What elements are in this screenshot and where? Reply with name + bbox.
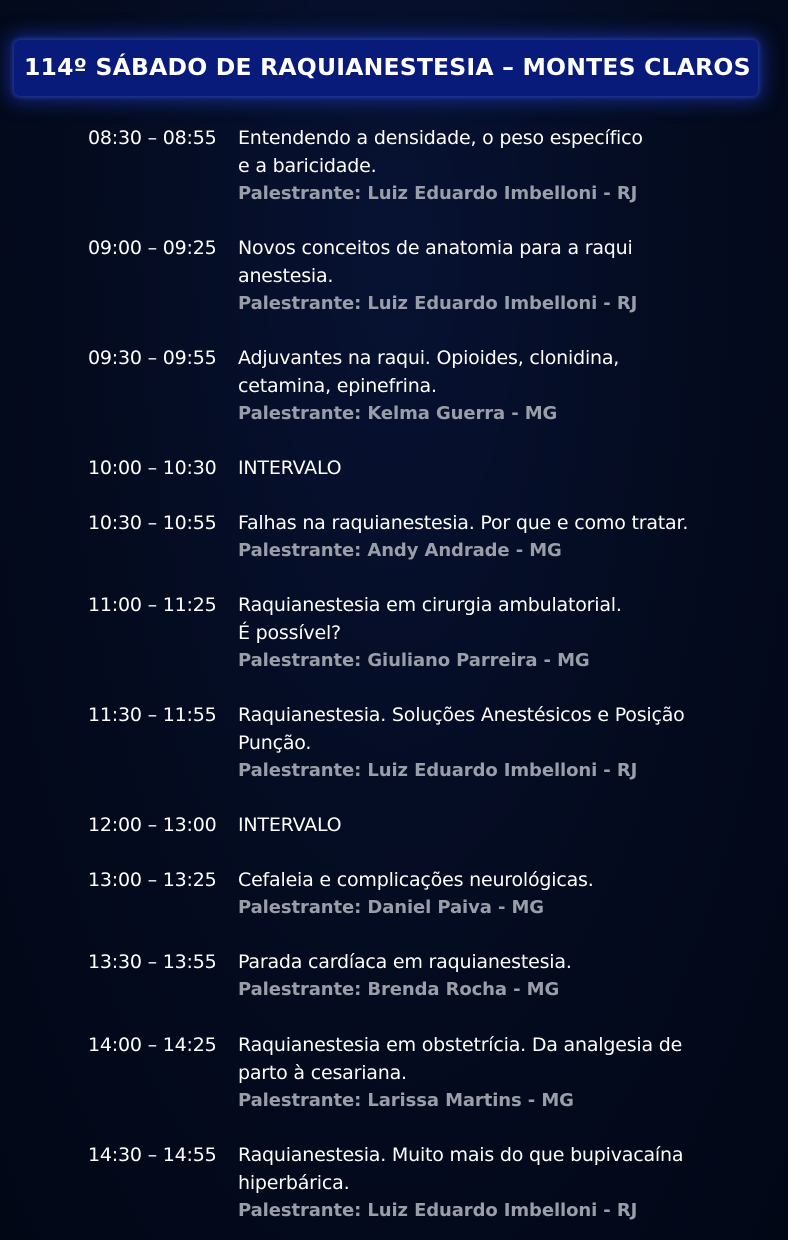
speaker-name: Palestrante: Luiz Eduardo Imbelloni - RJ <box>238 1200 638 1221</box>
time-range: 10:30 – 10:55 <box>88 512 217 534</box>
speaker-name: Palestrante: Larissa Martins - MG <box>238 1090 574 1111</box>
time-range: 13:30 – 13:55 <box>88 951 217 973</box>
topic-line: e a baricidade. <box>238 155 377 177</box>
topic-line: Novos conceitos de anatomia para a raqui <box>238 237 633 259</box>
speaker-name: Palestrante: Luiz Eduardo Imbelloni - RJ <box>238 293 638 314</box>
session-topic <box>238 591 758 647</box>
time-range: 11:30 – 11:55 <box>88 704 217 726</box>
break-label: INTERVALO <box>238 814 342 836</box>
topic-line: hiperbárica. <box>238 1172 350 1194</box>
session-content <box>238 591 758 675</box>
time-range: 09:00 – 09:25 <box>88 237 217 259</box>
speaker-name: Palestrante: Andy Andrade - MG <box>238 540 562 561</box>
topic-line: cetamina, epinefrina. <box>238 375 437 397</box>
session-topic <box>238 1141 758 1197</box>
topic-line: Cefaleia e complicações neurológicas. <box>238 869 594 891</box>
speaker-name: Palestrante: Daniel Paiva - MG <box>238 897 544 918</box>
speaker-name: Palestrante: Kelma Guerra - MG <box>238 403 558 424</box>
topic-line: anestesia. <box>238 265 334 287</box>
session-topic <box>238 234 758 290</box>
speaker-name: Palestrante: Brenda Rocha - MG <box>238 979 560 1000</box>
topic-line: Raquianestesia. Muito mais do que bupivacaína <box>238 1144 684 1166</box>
topic-line: Raquianestesia. Soluções Anestésicos e Posição <box>238 704 685 726</box>
topic-line: Adjuvantes na raqui. Opioides, clonidina, <box>238 347 620 369</box>
session-content <box>238 124 758 208</box>
session-content <box>238 509 758 565</box>
topic-line: Raquianestesia em cirurgia ambulatorial. <box>238 594 622 616</box>
session-topic <box>238 948 758 976</box>
session-topic <box>238 509 758 537</box>
session-content <box>238 344 758 428</box>
topic-line: parto à cesariana. <box>238 1062 407 1084</box>
session-content <box>238 866 758 922</box>
session-content <box>238 234 758 318</box>
session-topic <box>238 1031 758 1087</box>
topic-line: Raquianestesia em obstetrícia. Da analgesia de <box>238 1034 683 1056</box>
topic-line: Punção. <box>238 732 312 754</box>
session-content <box>238 701 758 785</box>
session-content <box>238 1141 758 1225</box>
session-topic <box>238 454 758 482</box>
page-title: 114º SÁBADO DE RAQUIANESTESIA – MONTES CLAROS <box>24 53 751 81</box>
session-topic <box>238 866 758 894</box>
time-range: 11:00 – 11:25 <box>88 594 217 616</box>
session-content <box>238 811 758 839</box>
time-range: 10:00 – 10:30 <box>88 457 217 479</box>
topic-line: Entendendo a densidade, o peso específico <box>238 127 643 149</box>
session-topic <box>238 344 758 400</box>
speaker-name: Palestrante: Giuliano Parreira - MG <box>238 650 590 671</box>
session-topic <box>238 124 758 180</box>
topic-line: Parada cardíaca em raquianestesia. <box>238 951 572 973</box>
time-range: 08:30 – 08:55 <box>88 127 217 149</box>
time-range: 12:00 – 13:00 <box>88 814 217 836</box>
topic-line: É possível? <box>238 622 341 644</box>
session-content <box>238 1031 758 1115</box>
time-range: 14:00 – 14:25 <box>88 1034 217 1056</box>
break-label: INTERVALO <box>238 457 342 479</box>
time-range: 14:30 – 14:55 <box>88 1144 217 1166</box>
session-content <box>238 948 758 1004</box>
session-content <box>238 454 758 482</box>
topic-line: Falhas na raquianestesia. Por que e como tratar. <box>238 512 689 534</box>
time-range: 13:00 – 13:25 <box>88 869 217 891</box>
speaker-name: Palestrante: Luiz Eduardo Imbelloni - RJ <box>238 760 638 781</box>
session-topic <box>238 701 758 757</box>
session-topic <box>238 811 758 839</box>
speaker-name: Palestrante: Luiz Eduardo Imbelloni - RJ <box>238 183 638 204</box>
time-range: 09:30 – 09:55 <box>88 347 217 369</box>
